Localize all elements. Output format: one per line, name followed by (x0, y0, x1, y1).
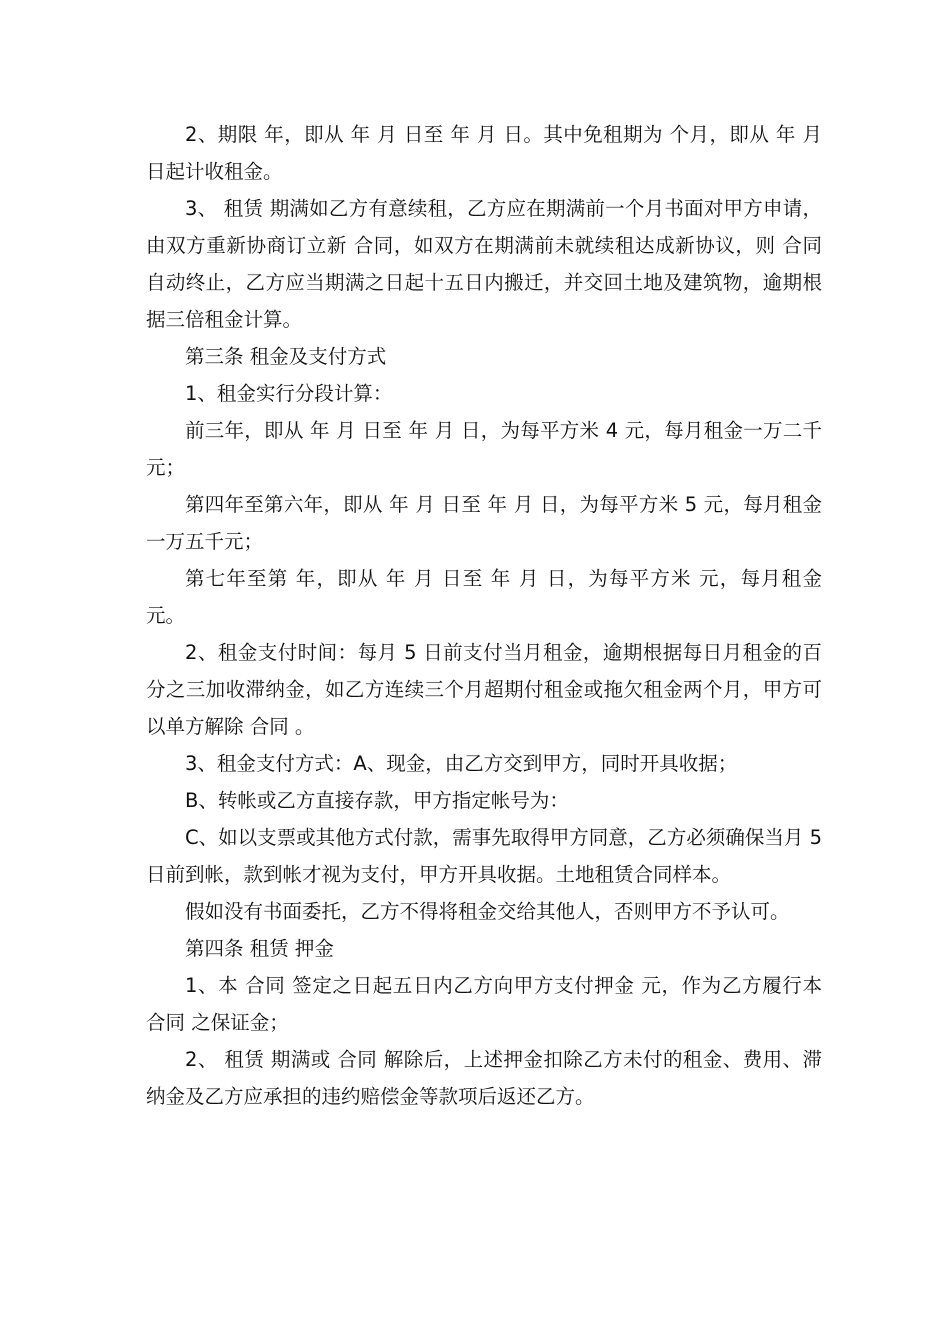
paragraph-term-period: 2、期限 年，即从 年 月 日至 年 月 日。其中免租期为 个月，即从 年 月 日起计收租金。 (146, 123, 822, 183)
paragraph-payment-method-b: B、转帐或乙方直接存款，甲方指定帐号为： (185, 789, 569, 812)
paragraph-first-three-years: 前三年，即从 年 月 日至 年 月 日，为每平方米 4 元，每月租金一万二千元； (146, 419, 822, 479)
paragraph-payment-time: 2、租金支付时间：每月 5 日前支付当月租金，逾期根据每日月租金的百分之三加收滞纳金，如乙方连续三个月超期付租金或拖欠租金两个月，甲方可以单方解除 合同 。 (146, 641, 822, 738)
paragraph-written-authorization: 假如没有书面委托，乙方不得将租金交给其他人，否则甲方不予认可。 (185, 900, 790, 923)
paragraph-years-four-to-six: 第四年至第六年，即从 年 月 日至 年 月 日，为每平方米 5 元，每月租金一万五千元； (146, 493, 822, 553)
paragraph-payment-method-c: C、如以支票或其他方式付款，需事先取得甲方同意，乙方必须确保当月 5 日前到帐，款到帐才视为支付，甲方开具收据。土地租赁合同样本。 (146, 826, 822, 886)
paragraph-payment-method-a: 3、租金支付方式：A、现金，由乙方交到甲方，同时开具收据； (185, 752, 738, 775)
heading-article-3: 第三条 租金及支付方式 (185, 345, 387, 368)
paragraph-rent-segments: 1、租金实行分段计算： (185, 382, 393, 405)
document-body (146, 116, 822, 1115)
paragraph-renewal: 3、 租赁 期满如乙方有意续租，乙方应在期满前一个月书面对甲方申请，由双方重新协商订立新 合同，如双方在期满前未就续租达成新协议，则 合同 自动终止，乙方应当期满之日起十五日内搬迁，并交回土地及建筑物，逾期根据三倍租金计算。 (146, 197, 822, 331)
heading-article-4: 第四条 租赁 押金 (185, 937, 334, 960)
paragraph-deposit-return: 2、 租赁 期满或 合同 解除后，上述押金扣除乙方未付的租金、费用、滞纳金及乙方应承担的违约赔偿金等款项后返还乙方。 (146, 1048, 822, 1108)
paragraph-deposit-payment: 1、本 合同 签定之日起五日内乙方向甲方支付押金 元，作为乙方履行本 合同 之保证金； (146, 974, 822, 1034)
paragraph-year-seven-onward: 第七年至第 年，即从 年 月 日至 年 月 日，为每平方米 元，每月租金 元。 (146, 567, 822, 627)
